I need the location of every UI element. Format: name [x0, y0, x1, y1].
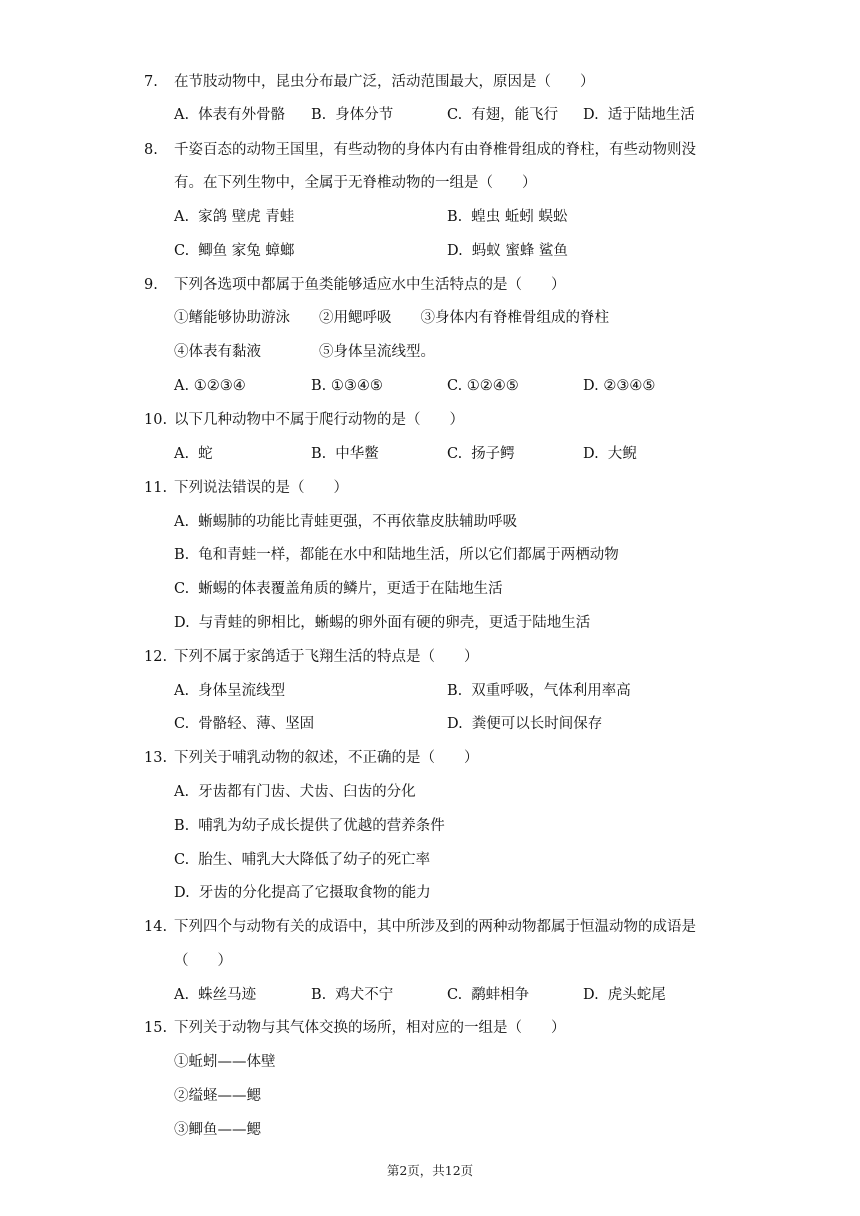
option-c: C. ①②④⑤	[447, 378, 519, 394]
question-stem: 在节肢动物中，昆虫分布最广泛，活动范围最大，原因是（ ）	[174, 74, 595, 90]
question-8-options-row1	[0, 206, 860, 228]
option-c: C. 骨骼轻、薄、坚固	[174, 716, 315, 732]
question-number: 15.	[144, 1020, 168, 1036]
option-d: D. 牙齿的分化提高了它摄取食物的能力	[174, 885, 431, 901]
question-number: 10.	[144, 412, 168, 428]
option-a: A. 牙齿都有门齿、犬齿、臼齿的分化	[174, 784, 416, 800]
option-d: D. 适于陆地生活	[583, 107, 695, 123]
question-stem: 千姿百态的动物王国里，有些动物的身体内有由脊椎骨组成的脊柱，有些动物则没	[174, 142, 696, 158]
option-d: D. 粪便可以长时间保存	[447, 716, 603, 732]
option-a: A. 蛇	[174, 446, 213, 462]
option-b: B. 龟和青蛙一样，都能在水中和陆地生活，所以它们都属于两栖动物	[174, 547, 619, 563]
question-stem: 以下几种动物中不属于爬行动物的是（ ）	[174, 412, 464, 428]
option-a: A. 蛛丝马迹	[174, 987, 257, 1003]
option-b: B. 蝗虫 蚯蚓 蜈蚣	[447, 209, 568, 225]
option-b: B. 身体分节	[311, 107, 394, 123]
question-number: 11.	[144, 480, 168, 496]
question-stem-continued: 有。在下列生物中，全属于无脊椎动物的一组是（ ）	[174, 175, 537, 191]
question-number: 7.	[144, 74, 158, 90]
question-stem: 下列关于动物与其气体交换的场所，相对应的一组是（ ）	[174, 1020, 566, 1036]
option-c: C. 蜥蜴的体表覆盖角质的鳞片，更适于在陆地生活	[174, 581, 503, 597]
option-c: C. 鲫鱼 家兔 蟑螂	[174, 243, 295, 259]
option-a: A. 体表有外骨骼	[174, 107, 286, 123]
option-d: D. 虎头蛇尾	[583, 987, 666, 1003]
question-10-options	[0, 443, 860, 465]
statement-item: ③鲫鱼——鳃	[174, 1122, 261, 1138]
option-b: B. 双重呼吸，气体利用率高	[447, 683, 631, 699]
question-7-options	[0, 104, 860, 126]
statement-item: ①蚯蚓——体壁	[174, 1054, 276, 1070]
question-12-options-row1	[0, 680, 860, 702]
question-8-options-row2	[0, 240, 860, 262]
statement-list: ④体表有黏液 ⑤身体呈流线型。	[174, 344, 435, 360]
question-12-options-row2	[0, 713, 860, 735]
question-number: 8.	[144, 142, 158, 158]
option-b: B. 哺乳为幼子成长提供了优越的营养条件	[174, 818, 445, 834]
question-9-options	[0, 375, 860, 397]
statement-list: ①鳍能够协助游泳 ②用鳃呼吸 ③身体内有脊椎骨组成的脊柱	[174, 310, 609, 326]
question-stem: 下列关于哺乳动物的叙述，不正确的是（ ）	[174, 750, 479, 766]
question-number: 13.	[144, 750, 168, 766]
option-d: D. 与青蛙的卵相比，蜥蜴的卵外面有硬的卵壳，更适于陆地生活	[174, 615, 591, 631]
option-c: C. 胎生、哺乳大大降低了幼子的死亡率	[174, 852, 431, 868]
page-footer: 第2页，共12页	[386, 1163, 474, 1178]
option-a: A. 家鸽 壁虎 青蛙	[174, 209, 295, 225]
question-number: 9.	[144, 277, 158, 293]
option-b: B. 鸡犬不宁	[311, 987, 394, 1003]
option-c: C. 扬子鳄	[447, 446, 515, 462]
option-d: D. ②③④⑤	[583, 378, 656, 394]
question-number: 14.	[144, 919, 168, 935]
option-b: B. 中华鳖	[311, 446, 379, 462]
option-a: A. 蜥蜴肺的功能比青蛙更强，不再依靠皮肤辅助呼吸	[174, 514, 518, 530]
option-d: D. 大鲵	[583, 446, 637, 462]
question-stem: 下列说法错误的是（ ）	[174, 480, 348, 496]
question-number: 12.	[144, 649, 168, 665]
option-a: A. 身体呈流线型	[174, 683, 286, 699]
option-d: D. 蚂蚁 蜜蜂 鲨鱼	[447, 243, 568, 259]
statement-item: ②缢蛏——鳃	[174, 1088, 261, 1104]
question-stem: 下列四个与动物有关的成语中，其中所涉及到的两种动物都属于恒温动物的成语是	[174, 919, 696, 935]
question-14-options	[0, 984, 860, 1006]
option-a: A. ①②③④	[174, 378, 246, 394]
option-c: C. 鹬蚌相争	[447, 987, 530, 1003]
question-stem: 下列各选项中都属于鱼类能够适应水中生活特点的是（ ）	[174, 277, 566, 293]
option-c: C. 有翅，能飞行	[447, 107, 559, 123]
question-stem: 下列不属于家鸽适于飞翔生活的特点是（ ）	[174, 649, 479, 665]
option-b: B. ①③④⑤	[311, 378, 383, 394]
question-stem-continued: （ ）	[174, 953, 232, 969]
